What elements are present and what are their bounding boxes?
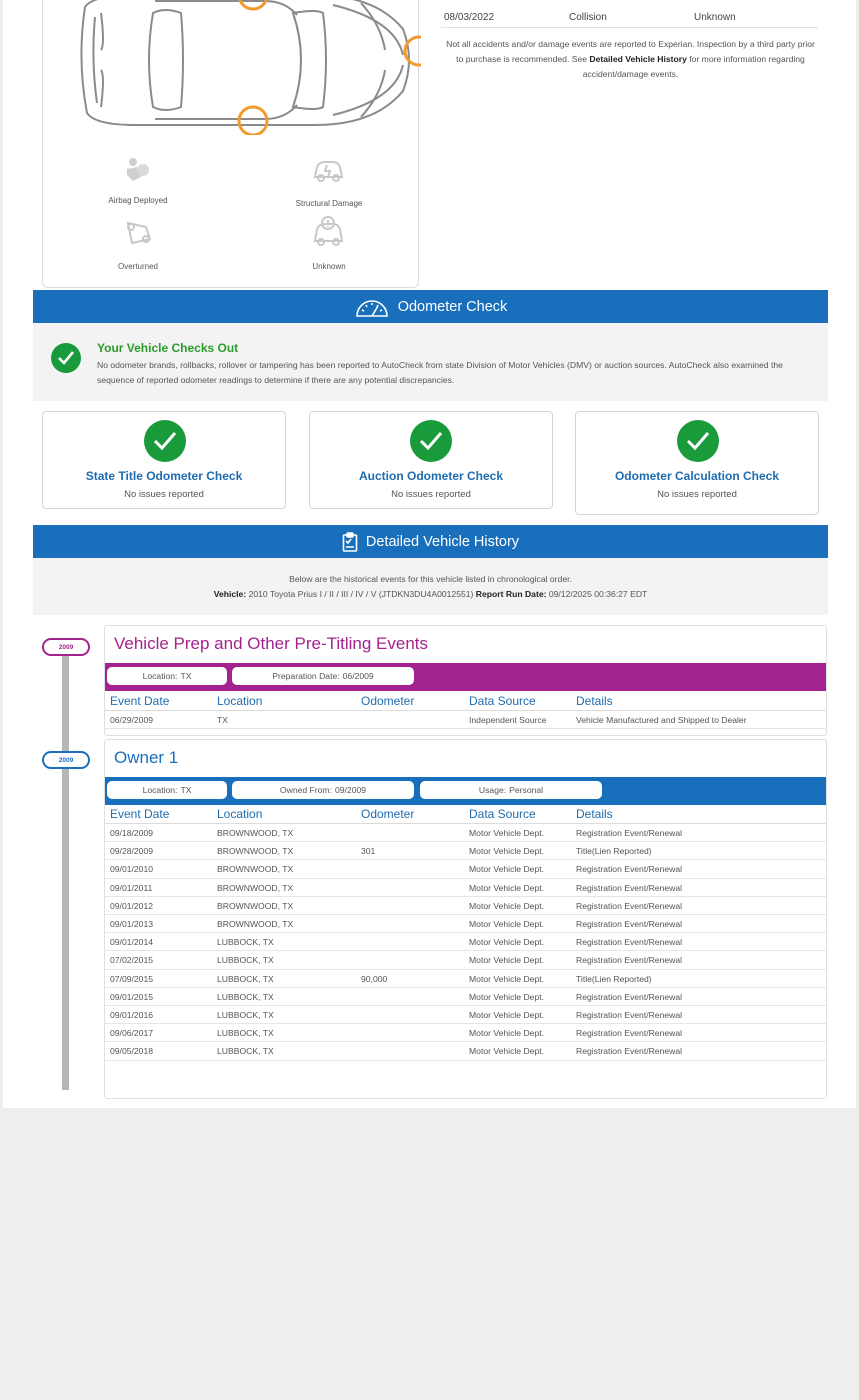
event-date: 09/28/2009 [110, 846, 154, 857]
damage-panel [42, 0, 419, 288]
event-details: Registration Event/Renewal [576, 1010, 683, 1020]
event-date: 09/18/2009 [110, 828, 154, 838]
detailed-history-link[interactable]: Detailed Vehicle History [589, 54, 687, 64]
location-value: TX [180, 785, 192, 795]
event-source: Motor Vehicle Dept. [469, 900, 544, 911]
damage-marker [239, 107, 267, 135]
event-source: Motor Vehicle Dept. [469, 955, 544, 966]
vehicle-name: 2010 Toyota Prius I / II / III / IV / V (JTDKN3DU4A0012551) [248, 589, 474, 599]
accident-severity: Unknown [694, 12, 736, 23]
usage-value: Personal [509, 785, 544, 795]
owned-from-value: 09/2009 [334, 785, 367, 795]
event-date: 09/01/2010 [110, 864, 154, 875]
location-value: TX [180, 671, 192, 681]
table-row [105, 897, 826, 915]
table-row [105, 842, 826, 860]
event-source: Motor Vehicle Dept. [469, 991, 544, 1002]
event-location: TX [217, 715, 228, 725]
speedometer-icon [354, 296, 390, 318]
usage-pill [420, 781, 602, 799]
run-date: 09/12/2025 00:36:27 EDT [548, 589, 648, 599]
event-details: Registration Event/Renewal [576, 828, 683, 838]
location-pill [107, 667, 227, 685]
overturned-label: Overturned [117, 262, 159, 271]
unknown-damage-icon [311, 215, 345, 252]
accident-row [441, 6, 818, 28]
year-marker: 2009 [42, 751, 90, 769]
table-row [105, 824, 826, 842]
event-location: LUBBOCK, TX [217, 1046, 274, 1057]
event-details: Registration Event/Renewal [576, 882, 683, 893]
report-page [3, 0, 856, 1108]
odometer-status [33, 323, 828, 401]
table-row [105, 970, 826, 988]
event-date: 09/05/2018 [110, 1046, 154, 1057]
event-source: Motor Vehicle Dept. [469, 1046, 544, 1057]
clipboard-icon [342, 532, 358, 552]
event-source: Motor Vehicle Dept. [469, 1010, 544, 1020]
unknown-damage-label: Unknown [312, 262, 346, 271]
event-date: 09/01/2011 [110, 882, 153, 893]
location-label: Location: [142, 785, 178, 795]
event-info-band [105, 777, 826, 805]
event-date: 07/09/2015 [110, 973, 154, 984]
column-header: Odometer [361, 694, 415, 708]
table-row [105, 1042, 826, 1060]
table-row [105, 860, 826, 878]
odometer-section-header [33, 290, 828, 323]
check-icon [410, 420, 452, 462]
check-icon [144, 420, 186, 462]
event-location: BROWNWOOD, TX [217, 882, 294, 893]
car-damage-diagram [65, 0, 421, 135]
structural-damage-label: Structural Damage [295, 199, 363, 208]
event-details: Title(Lien Reported) [576, 846, 652, 857]
event-location: BROWNWOOD, TX [217, 900, 294, 911]
event-source: Motor Vehicle Dept. [469, 919, 544, 929]
card-title: State Title Odometer Check [85, 469, 243, 483]
event-odometer: 301 [361, 846, 376, 857]
event-location: LUBBOCK, TX [217, 937, 274, 948]
vehicle-label: Vehicle: [213, 589, 247, 599]
event-details: Registration Event/Renewal [576, 864, 683, 875]
card-status: No issues reported [391, 489, 471, 500]
event-date: 09/06/2017 [110, 1028, 154, 1039]
table-header [105, 691, 826, 711]
event-title: Vehicle Prep and Other Pre-Titling Events [114, 634, 429, 653]
table-row [105, 933, 826, 951]
vehicle-line [33, 589, 828, 599]
event-source: Motor Vehicle Dept. [469, 846, 544, 857]
event-details: Registration Event/Renewal [576, 955, 683, 966]
owned-from-pill [232, 781, 414, 799]
column-header: Data Source [469, 807, 536, 821]
history-intro-text: Below are the historical events for this vehicle listed in chronological order. [289, 574, 572, 584]
event-details: Registration Event/Renewal [576, 937, 683, 948]
event-source: Independent Source [469, 715, 547, 725]
column-header: Location [217, 807, 263, 821]
location-pill [107, 781, 227, 799]
usage-label: Usage: [478, 785, 507, 795]
event-title: Owner 1 [114, 748, 179, 767]
event-date: 06/29/2009 [110, 715, 154, 725]
card-title: Auction Odometer Check [358, 469, 504, 483]
structural-damage-icon [311, 157, 345, 190]
overturned-icon [122, 217, 154, 252]
event-location: LUBBOCK, TX [217, 1028, 274, 1039]
column-header: Data Source [469, 694, 536, 708]
year-marker: 2009 [42, 638, 90, 656]
column-header: Odometer [361, 807, 415, 821]
prep-date-value: 06/2009 [342, 671, 374, 681]
event-date: 07/02/2015 [110, 955, 154, 966]
column-header: Details [576, 807, 613, 821]
table-row [105, 711, 826, 729]
prep-date-pill [232, 667, 414, 685]
table-header [105, 804, 826, 824]
history-section-header [33, 525, 828, 558]
event-date: 09/01/2012 [110, 900, 154, 911]
event-date: 09/01/2014 [110, 937, 154, 948]
history-section-title: Detailed Vehicle History [365, 533, 520, 550]
run-date-label: Report Run Date: [475, 589, 547, 599]
accident-date: 08/03/2022 [444, 12, 495, 23]
event-source: Motor Vehicle Dept. [469, 828, 544, 838]
odometer-calculation-card [575, 411, 819, 515]
check-icon [677, 420, 719, 462]
event-source: Motor Vehicle Dept. [469, 864, 544, 875]
event-details: Registration Event/Renewal [576, 1028, 683, 1039]
check-icon [51, 343, 81, 373]
event-source: Motor Vehicle Dept. [469, 882, 544, 893]
event-date: 09/01/2015 [110, 991, 154, 1002]
event-location: LUBBOCK, TX [217, 973, 274, 984]
column-header: Event Date [110, 694, 170, 708]
event-details: Registration Event/Renewal [576, 900, 683, 911]
event-location: LUBBOCK, TX [217, 1010, 274, 1020]
table-row [105, 1024, 826, 1042]
event-location: LUBBOCK, TX [217, 955, 274, 966]
odometer-section-title: Odometer Check [397, 298, 508, 315]
table-row [105, 915, 826, 933]
event-info-band [105, 663, 826, 691]
event-date: 09/01/2016 [110, 1010, 154, 1020]
card-status: No issues reported [657, 489, 737, 500]
event-source: Motor Vehicle Dept. [469, 973, 544, 984]
accident-note-prefix: Not all accidents and/or damage events are reported to Experian. Inspection by a third party prior to purchase is recommended. See [446, 39, 815, 64]
accident-note [443, 37, 818, 82]
card-title: Odometer Calculation Check [614, 469, 780, 483]
owner-event-card [104, 739, 827, 1099]
event-details: Registration Event/Renewal [576, 1046, 683, 1057]
event-location: BROWNWOOD, TX [217, 864, 294, 875]
event-location: LUBBOCK, TX [217, 991, 274, 1002]
event-location: BROWNWOOD, TX [217, 828, 294, 838]
table-row [105, 988, 826, 1006]
airbag-label: Airbag Deployed [108, 196, 168, 205]
table-row [105, 1006, 826, 1024]
table-row [105, 879, 826, 897]
prep-event-card [104, 625, 827, 736]
owned-from-label: Owned From: [279, 785, 332, 795]
auction-odometer-card [309, 411, 553, 509]
event-details: Vehicle Manufactured and Shipped to Dealer [576, 715, 747, 725]
event-location: BROWNWOOD, TX [217, 919, 294, 929]
location-label: Location: [142, 671, 178, 681]
event-details: Registration Event/Renewal [576, 919, 683, 929]
timeline-bar [62, 648, 69, 1090]
event-details: Title(Lien Reported) [576, 973, 652, 984]
damage-marker [405, 37, 421, 65]
airbag-icon [123, 155, 153, 190]
event-odometer: 90,000 [361, 973, 388, 984]
table-row [105, 951, 826, 969]
event-source: Motor Vehicle Dept. [469, 937, 544, 948]
status-text: No odometer brands, rollbacks, rollover or tampering has been reported to AutoCheck from state Division of Motor Vehicles (DMV) or auction sources. AutoCheck also examined the sequence of reported odometer readings to determine if there are any potential discrepancies. [97, 360, 783, 385]
card-status: No issues reported [124, 489, 204, 500]
status-title: Your Vehicle Checks Out [97, 341, 239, 355]
column-header: Location [217, 694, 263, 708]
state-title-odometer-card [42, 411, 286, 509]
history-intro [33, 558, 828, 615]
event-location: BROWNWOOD, TX [217, 846, 294, 857]
accident-type: Collision [569, 12, 607, 23]
column-header: Details [576, 694, 613, 708]
prep-date-label: Preparation Date: [272, 671, 340, 681]
event-details: Registration Event/Renewal [576, 991, 683, 1002]
column-header: Event Date [110, 807, 170, 821]
accident-note-suffix: for more information regarding accident/damage events. [582, 54, 805, 79]
event-date: 09/01/2013 [110, 919, 154, 929]
event-source: Motor Vehicle Dept. [469, 1028, 544, 1039]
